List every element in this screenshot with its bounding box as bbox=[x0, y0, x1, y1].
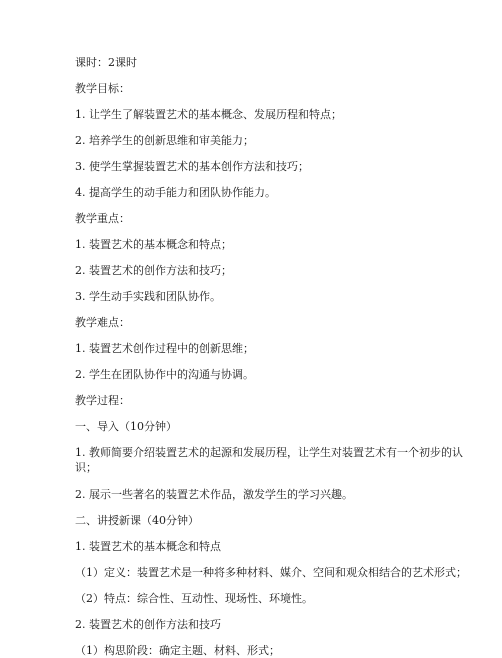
key-points-heading: 教学重点： bbox=[75, 212, 130, 225]
difficulty-item-1: 1. 装置艺术创作过程中的创新思维； bbox=[75, 342, 254, 355]
objectives-heading: 教学目标： bbox=[75, 82, 130, 95]
key-point-item-2: 2. 装置艺术的创作方法和技巧； bbox=[75, 264, 232, 277]
difficulties-heading: 教学难点： bbox=[75, 316, 130, 329]
key-point-item-1: 1. 装置艺术的基本概念和特点； bbox=[75, 238, 232, 251]
lecture-topic-2: 2. 装置艺术的创作方法和技巧 bbox=[75, 618, 221, 631]
process-heading: 教学过程： bbox=[75, 394, 130, 407]
lecture-topic-1: 1. 装置艺术的基本概念和特点 bbox=[75, 540, 221, 553]
key-point-item-3: 3. 学生动手实践和团队协作。 bbox=[75, 290, 221, 303]
intro-item-1: 1. 教师简要介绍装置艺术的起源和发展历程，让学生对装置艺术有一个初步的认识； bbox=[75, 446, 463, 474]
lecture-topic-2-concept-stage: （1）构思阶段：确定主题、材料、形式； bbox=[75, 644, 280, 657]
lecture-topic-1-definition: （1）定义：装置艺术是一种将多种材料、媒介、空间和观众相结合的艺术形式； bbox=[75, 566, 467, 579]
objective-item-3: 3. 使学生掌握装置艺术的基本创作方法和技巧； bbox=[75, 160, 309, 173]
class-hours: 课时：2课时 bbox=[75, 56, 137, 69]
difficulty-item-2: 2. 学生在团队协作中的沟通与协调。 bbox=[75, 368, 254, 381]
objective-item-2: 2. 培养学生的创新思维和审美能力； bbox=[75, 134, 254, 147]
intro-item-2: 2. 展示一些著名的装置艺术作品，激发学生的学习兴趣。 bbox=[75, 488, 353, 501]
lecture-topic-1-features: （2）特点：综合性、互动性、现场性、环境性。 bbox=[75, 592, 313, 605]
objective-item-4: 4. 提高学生的动手能力和团队协作能力。 bbox=[75, 186, 276, 199]
section-intro-heading: 一、导入（10分钟） bbox=[75, 420, 177, 433]
section-lecture-heading: 二、讲授新课（40分钟） bbox=[75, 514, 199, 527]
objective-item-1: 1. 让学生了解装置艺术的基本概念、发展历程和特点； bbox=[75, 108, 342, 121]
